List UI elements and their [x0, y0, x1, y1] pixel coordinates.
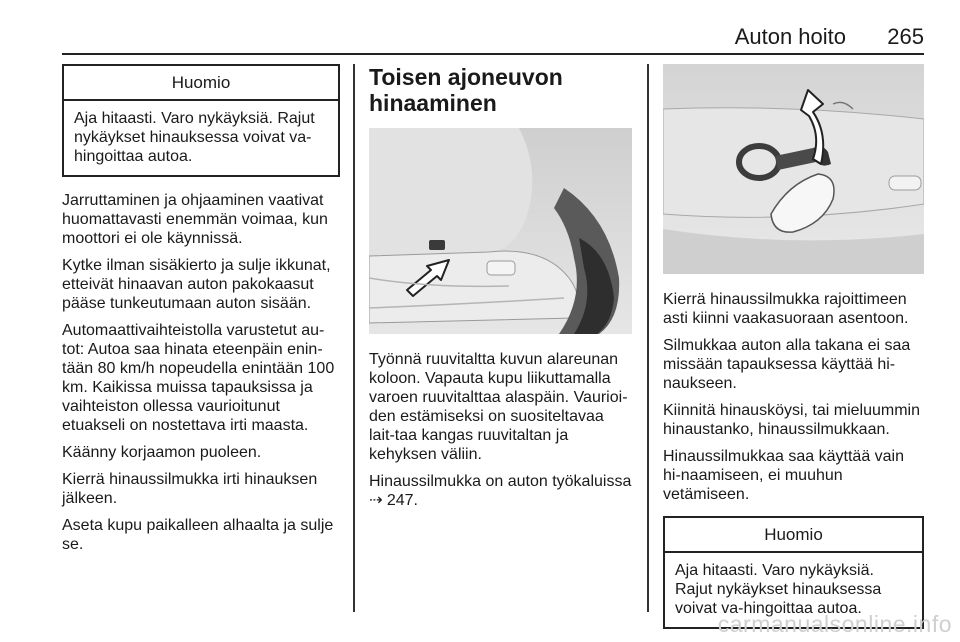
paragraph: Käänny korjaamon puoleen.	[62, 444, 262, 461]
paragraph: Jarruttaminen ja ohjaaminen vaativat huomattavasti enemmän voimaa, kun moottori ei ole käynnissä.	[62, 192, 328, 247]
paragraph: Kierrä hinaussilmukka irti hinauksen jälkeen.	[62, 471, 318, 507]
page-header	[62, 24, 924, 52]
page-number: 265	[887, 24, 924, 49]
notice-text: Aja hitaasti. Varo nykäyksiä. Rajut nykäykset hinauksessa voivat va-hingoittaa autoa.	[74, 110, 315, 165]
cross-reference: Hinaussilmukka on auton työkaluissa ⇢ 247.	[369, 473, 632, 509]
towing-eye-install-icon	[663, 64, 924, 274]
header-rule	[62, 53, 924, 55]
paragraph: Automaattivaihteistolla varustetut au-tot: Autoa saa hinata eteenpäin enin-tään 80 km/h nopeudella enintään 100 km. Kaikissa muissa tapauksissa ja vaihteiston ollessa vaurioitunut etuakseli on nostettava irti maasta.	[62, 322, 335, 434]
column-left	[62, 64, 340, 562]
notice-heading: Huomio	[665, 518, 922, 553]
section-heading: Toisen ajoneuvon hinaaminen	[369, 64, 563, 116]
notice-box	[62, 64, 340, 177]
notice-heading: Huomio	[64, 66, 338, 101]
page-reference-arrow-icon: ⇢	[369, 492, 383, 509]
paragraph: Silmukkaa auton alla takana ei saa missään tapauksessa käyttää hi-naukseen.	[663, 337, 911, 392]
column-middle	[369, 64, 632, 518]
rear-bumper-cover-icon	[369, 128, 632, 334]
paragraph: Työnnä ruuvitaltta kuvun alareunan koloon. Vapauta kupu liikuttamalla varoen ruuvitalttaa alaspäin. Vaurioi-den estämiseksi on suositeltavaa lait-taa kangas ruuvitaltan ja kehyksen väliin.	[369, 351, 628, 463]
paragraph: Kiinnitä hinausköysi, tai mieluummin hinaustanko, hinaussilmukkaan.	[663, 402, 920, 438]
paragraph: Aseta kupu paikalleen alhaalta ja sulje se.	[62, 517, 334, 553]
watermark-text: carmanualsonline.info	[717, 611, 952, 637]
column-right	[663, 64, 924, 629]
paragraph: Kierrä hinaussilmukka rajoittimeen asti kiinni vaakasuoraan asentoon.	[663, 291, 909, 327]
column-divider	[647, 64, 649, 612]
paragraph: Kytke ilman sisäkierto ja sulje ikkunat, etteivät hinaavan auton pakokaasut pääse tunkeutumaan auton sisään.	[62, 257, 331, 312]
section-title: Auton hoito	[734, 24, 846, 49]
column-divider	[353, 64, 355, 612]
notice-text: Aja hitaasti. Varo nykäyksiä. Rajut nykäykset hinauksessa voivat va-hingoittaa autoa.	[675, 562, 882, 617]
paragraph: Hinaussilmukkaa saa käyttää vain hi-naamiseen, ei muuhun vetämiseen.	[663, 448, 905, 503]
